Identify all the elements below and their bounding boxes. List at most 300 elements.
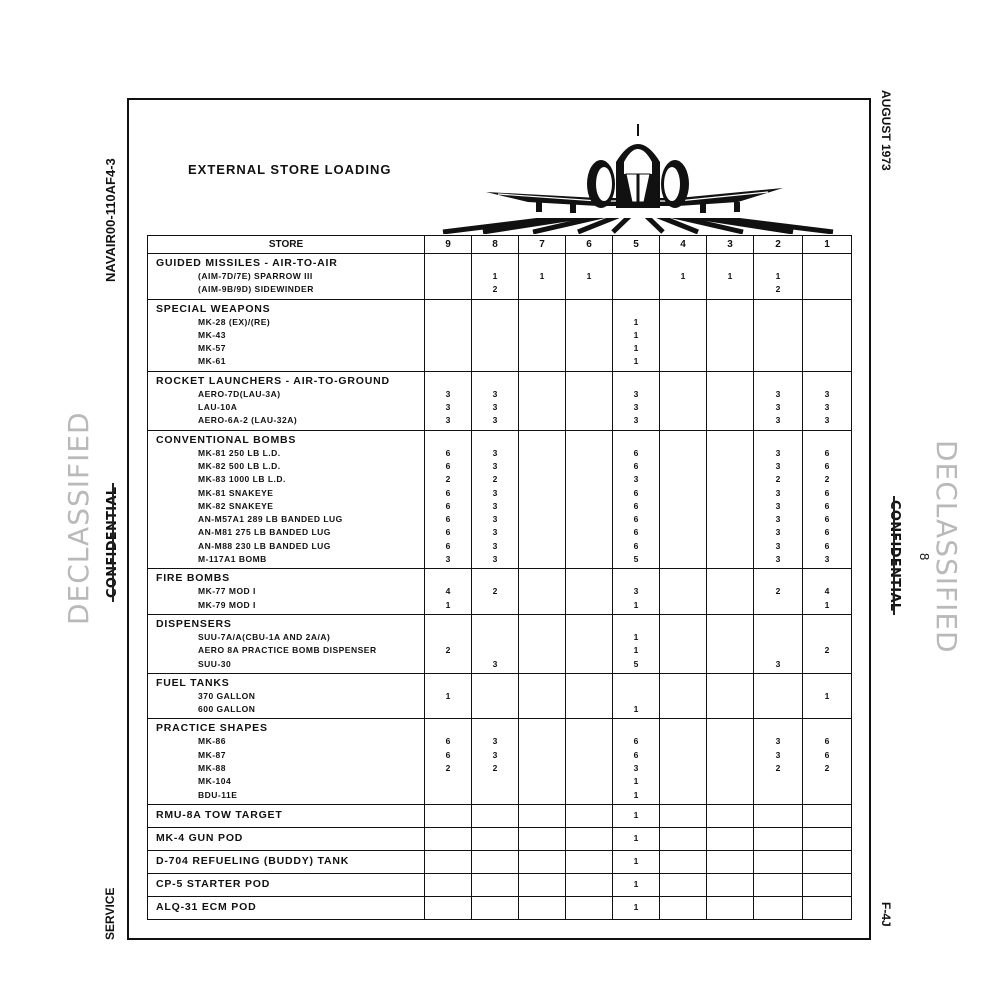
- quantity-value: [566, 690, 612, 703]
- store-cell: [148, 850, 425, 873]
- station-quantity-cell: [425, 850, 472, 873]
- station-quantity-cell: [472, 299, 519, 371]
- station-quantity-cell: [472, 850, 519, 873]
- station-quantity-cell: [519, 254, 566, 300]
- station-quantity-cell: [519, 850, 566, 873]
- quantity-value: [707, 703, 753, 716]
- station-quantity-cell: [660, 614, 707, 673]
- station-quantity-cell: [803, 614, 852, 673]
- table-header-row: [148, 236, 852, 254]
- quantity-value: 3: [824, 402, 830, 413]
- quantity-value: 6: [633, 736, 639, 747]
- quantity-value: [425, 878, 471, 891]
- quantity-value: [519, 775, 565, 788]
- station-quantity-cell: [566, 804, 613, 827]
- station-quantity-cell: [519, 804, 566, 827]
- quantity-value: [660, 414, 706, 427]
- quantity-value: [707, 487, 753, 500]
- station-header: 9: [425, 236, 472, 254]
- quantity-value: [803, 789, 851, 802]
- station-quantity-cell: [425, 827, 472, 850]
- quantity-value: 1: [633, 832, 639, 843]
- quantity-value: [754, 901, 802, 914]
- quantity-value: 6: [445, 460, 451, 471]
- station-quantity-cell: [566, 371, 613, 430]
- station-quantity-cell: [425, 569, 472, 615]
- quantity-value: [566, 316, 612, 329]
- table-row: [148, 873, 852, 896]
- quantity-value: 6: [445, 540, 451, 551]
- quantity-value: [707, 513, 753, 526]
- quantity-value: 3: [775, 447, 781, 458]
- quantity-value: [472, 644, 518, 657]
- station-quantity-cell: [472, 873, 519, 896]
- station-quantity-cell: [613, 873, 660, 896]
- station-quantity-cell: [566, 673, 613, 719]
- quantity-value: [660, 585, 706, 598]
- quantity-value: 2: [445, 763, 451, 774]
- quantity-value: [566, 526, 612, 539]
- quantity-value: [707, 855, 753, 868]
- quantity-value: [472, 832, 518, 845]
- quantity-value: 2: [445, 645, 451, 656]
- quantity-value: 3: [492, 658, 498, 669]
- station-quantity-cell: [754, 569, 803, 615]
- table-row: [148, 430, 852, 569]
- quantity-value: [519, 329, 565, 342]
- confidential-stamp-left: [105, 487, 120, 598]
- quantity-value: [707, 355, 753, 368]
- quantity-value: 3: [445, 415, 451, 426]
- quantity-value: 3: [445, 554, 451, 565]
- quantity-value: 3: [775, 388, 781, 399]
- quantity-value: 3: [492, 500, 498, 511]
- quantity-value: [803, 855, 851, 868]
- quantity-value: [707, 388, 753, 401]
- station-quantity-cell: [660, 430, 707, 569]
- quantity-value: [566, 775, 612, 788]
- quantity-value: [566, 388, 612, 401]
- quantity-value: [472, 789, 518, 802]
- station-quantity-cell: [613, 896, 660, 919]
- station-header: 7: [519, 236, 566, 254]
- quantity-value: 6: [445, 736, 451, 747]
- quantity-value: [660, 599, 706, 612]
- quantity-value: [425, 658, 471, 671]
- quantity-value: [660, 540, 706, 553]
- quantity-value: [707, 316, 753, 329]
- station-quantity-cell: [754, 614, 803, 673]
- station-header: 1: [803, 236, 852, 254]
- station-quantity-cell: [660, 254, 707, 300]
- quantity-value: [566, 487, 612, 500]
- station-quantity-cell: [519, 719, 566, 804]
- quantity-value: [754, 855, 802, 868]
- station-quantity-cell: [472, 614, 519, 673]
- quantity-value: [519, 809, 565, 822]
- quantity-value: [754, 809, 802, 822]
- store-item: LAU-10A: [198, 402, 238, 413]
- quantity-value: [519, 878, 565, 891]
- quantity-value: [472, 355, 518, 368]
- station-header: 4: [660, 236, 707, 254]
- quantity-value: 1: [492, 271, 498, 281]
- quantity-value: 6: [824, 540, 830, 551]
- station-quantity-cell: [707, 430, 754, 569]
- station-quantity-cell: [754, 896, 803, 919]
- quantity-value: [519, 631, 565, 644]
- store-category-title: DISPENSERS: [156, 617, 232, 630]
- quantity-value: [519, 460, 565, 473]
- quantity-value: [425, 355, 471, 368]
- quantity-value: [472, 775, 518, 788]
- station-quantity-cell: [425, 614, 472, 673]
- quantity-value: [519, 388, 565, 401]
- quantity-value: [707, 809, 753, 822]
- quantity-value: [566, 283, 612, 296]
- quantity-value: [472, 631, 518, 644]
- quantity-value: 3: [633, 586, 639, 597]
- quantity-value: 1: [633, 901, 639, 912]
- station-quantity-cell: [707, 896, 754, 919]
- station-quantity-cell: [519, 827, 566, 850]
- quantity-value: 2: [775, 763, 781, 774]
- quantity-value: [425, 789, 471, 802]
- strike-line: [893, 496, 895, 615]
- quantity-value: 4: [445, 586, 451, 597]
- quantity-value: [707, 832, 753, 845]
- document-code: NAVAIR00-110AF4-3: [103, 158, 118, 282]
- station-quantity-cell: [660, 299, 707, 371]
- store-item: BDU-11E: [198, 789, 238, 800]
- quantity-value: [660, 355, 706, 368]
- quantity-value: [519, 749, 565, 762]
- store-column-header: STORE: [148, 236, 425, 254]
- table-row: [148, 896, 852, 919]
- quantity-value: 1: [445, 599, 451, 610]
- station-quantity-cell: [660, 371, 707, 430]
- station-quantity-cell: [425, 430, 472, 569]
- station-quantity-cell: [803, 804, 852, 827]
- quantity-value: 1: [633, 343, 639, 354]
- store-item: AERO-6A-2 (LAU-32A): [198, 415, 298, 426]
- quantity-value: [613, 283, 659, 296]
- quantity-value: [472, 599, 518, 612]
- quantity-value: 2: [445, 474, 451, 485]
- station-quantity-cell: [660, 673, 707, 719]
- quantity-value: [707, 342, 753, 355]
- quantity-value: [519, 644, 565, 657]
- quantity-value: [566, 447, 612, 460]
- quantity-value: [519, 762, 565, 775]
- store-item: MK-88: [198, 763, 227, 774]
- quantity-value: [519, 901, 565, 914]
- station-quantity-cell: [472, 896, 519, 919]
- quantity-value: [707, 749, 753, 762]
- store-category-title: ALQ-31 ECM POD: [156, 900, 257, 913]
- quantity-value: [660, 855, 706, 868]
- station-quantity-cell: [803, 569, 852, 615]
- quantity-value: 1: [633, 645, 639, 656]
- quantity-value: 2: [492, 763, 498, 774]
- quantity-value: [707, 540, 753, 553]
- station-quantity-cell: [803, 719, 852, 804]
- quantity-value: [566, 832, 612, 845]
- quantity-value: 3: [775, 415, 781, 426]
- station-quantity-cell: [754, 371, 803, 430]
- quantity-value: [425, 342, 471, 355]
- station-quantity-cell: [519, 873, 566, 896]
- quantity-value: [566, 631, 612, 644]
- quantity-value: [519, 487, 565, 500]
- station-quantity-cell: [472, 827, 519, 850]
- station-quantity-cell: [613, 299, 660, 371]
- quantity-value: 6: [633, 527, 639, 538]
- station-quantity-cell: [519, 614, 566, 673]
- quantity-value: [566, 500, 612, 513]
- quantity-value: [472, 855, 518, 868]
- quantity-value: [566, 855, 612, 868]
- quantity-value: [472, 809, 518, 822]
- station-quantity-cell: [613, 804, 660, 827]
- quantity-value: [660, 658, 706, 671]
- quantity-value: [707, 658, 753, 671]
- quantity-value: [707, 585, 753, 598]
- quantity-value: [425, 329, 471, 342]
- store-item: MK-61: [198, 356, 227, 367]
- station-quantity-cell: [754, 673, 803, 719]
- quantity-value: [754, 878, 802, 891]
- quantity-value: [566, 513, 612, 526]
- station-quantity-cell: [660, 827, 707, 850]
- external-store-loading-table: [147, 235, 852, 920]
- quantity-value: [566, 901, 612, 914]
- quantity-value: [660, 513, 706, 526]
- quantity-value: [803, 901, 851, 914]
- station-quantity-cell: [707, 299, 754, 371]
- quantity-value: [660, 447, 706, 460]
- quantity-value: 1: [633, 631, 639, 642]
- quantity-value: [425, 775, 471, 788]
- station-quantity-cell: [613, 850, 660, 873]
- quantity-value: [566, 703, 612, 716]
- quantity-value: 6: [824, 736, 830, 747]
- station-quantity-cell: [803, 673, 852, 719]
- quantity-value: [613, 270, 659, 283]
- quantity-value: [754, 644, 802, 657]
- quantity-value: [660, 388, 706, 401]
- store-cell: [148, 569, 425, 615]
- table-body: [148, 254, 852, 920]
- station-quantity-cell: [613, 569, 660, 615]
- quantity-value: [803, 809, 851, 822]
- quantity-value: 3: [633, 474, 639, 485]
- quantity-value: 6: [445, 514, 451, 525]
- quantity-value: 2: [775, 284, 781, 295]
- quantity-value: [660, 631, 706, 644]
- quantity-value: 3: [775, 554, 781, 565]
- quantity-value: 1: [633, 855, 639, 866]
- store-category-title: CP-5 STARTER POD: [156, 877, 271, 890]
- quantity-value: [519, 283, 565, 296]
- quantity-value: [754, 631, 802, 644]
- quantity-value: 3: [633, 763, 639, 774]
- station-quantity-cell: [660, 873, 707, 896]
- station-quantity-cell: [472, 254, 519, 300]
- store-item: MK-86: [198, 736, 227, 747]
- quantity-value: 6: [824, 487, 830, 498]
- store-item: AERO 8A PRACTICE BOMB DISPENSER: [198, 645, 377, 656]
- table-row: [148, 569, 852, 615]
- quantity-value: 2: [824, 763, 830, 774]
- quantity-value: 1: [775, 271, 781, 281]
- station-quantity-cell: [707, 569, 754, 615]
- store-item: MK-79 MOD I: [198, 599, 256, 610]
- store-category-title: PRACTICE SHAPES: [156, 722, 268, 735]
- quantity-value: [803, 703, 851, 716]
- quantity-value: [707, 414, 753, 427]
- quantity-value: 3: [775, 527, 781, 538]
- aircraft-front-view-illustration: [438, 122, 838, 234]
- quantity-value: 6: [633, 514, 639, 525]
- quantity-value: 3: [775, 514, 781, 525]
- quantity-value: [566, 809, 612, 822]
- station-header: 2: [754, 236, 803, 254]
- quantity-value: 6: [824, 460, 830, 471]
- quantity-value: 5: [633, 658, 639, 669]
- quantity-value: [660, 749, 706, 762]
- station-quantity-cell: [472, 569, 519, 615]
- quantity-value: [707, 500, 753, 513]
- quantity-value: [660, 401, 706, 414]
- station-quantity-cell: [613, 371, 660, 430]
- station-quantity-cell: [519, 896, 566, 919]
- quantity-value: 1: [633, 809, 639, 820]
- store-cell: [148, 371, 425, 430]
- quantity-value: [519, 355, 565, 368]
- store-item: MK-77 MOD I: [198, 586, 256, 597]
- quantity-value: [519, 690, 565, 703]
- store-item: (AIM-9B/9D) SIDEWINDER: [198, 284, 314, 295]
- quantity-value: [519, 832, 565, 845]
- station-quantity-cell: [754, 299, 803, 371]
- store-item: MK-87: [198, 749, 227, 760]
- quantity-value: [754, 832, 802, 845]
- store-item: AN-M88 230 LB BANDED LUG: [198, 540, 331, 551]
- store-category-title: D-704 REFUELING (BUDDY) TANK: [156, 854, 350, 867]
- quantity-value: [566, 762, 612, 775]
- quantity-value: [472, 316, 518, 329]
- quantity-value: [660, 762, 706, 775]
- table-row: [148, 719, 852, 804]
- quantity-value: 1: [633, 316, 639, 327]
- station-quantity-cell: [803, 896, 852, 919]
- quantity-value: 1: [824, 690, 830, 701]
- table-row: [148, 254, 852, 300]
- quantity-value: 1: [633, 776, 639, 787]
- confidential-stamp-right: [887, 500, 902, 611]
- quantity-value: 1: [586, 271, 592, 281]
- quantity-value: [519, 599, 565, 612]
- quantity-value: [754, 599, 802, 612]
- store-cell: [148, 873, 425, 896]
- quantity-value: [660, 690, 706, 703]
- quantity-value: [566, 553, 612, 566]
- quantity-value: 3: [445, 388, 451, 399]
- quantity-value: [519, 789, 565, 802]
- store-item: MK-28 (EX)/(RE): [198, 316, 271, 327]
- station-quantity-cell: [425, 873, 472, 896]
- station-quantity-cell: [660, 719, 707, 804]
- store-item: 370 GALLON: [198, 690, 256, 701]
- quantity-value: [566, 789, 612, 802]
- table-row: [148, 804, 852, 827]
- quantity-value: [803, 631, 851, 644]
- table-row: [148, 850, 852, 873]
- quantity-value: [707, 283, 753, 296]
- quantity-value: [707, 644, 753, 657]
- quantity-value: 2: [492, 284, 498, 295]
- quantity-value: 3: [492, 388, 498, 399]
- quantity-value: [707, 473, 753, 486]
- quantity-value: [519, 473, 565, 486]
- quantity-value: [707, 553, 753, 566]
- quantity-value: [803, 775, 851, 788]
- quantity-value: 6: [633, 447, 639, 458]
- station-quantity-cell: [754, 804, 803, 827]
- store-cell: [148, 254, 425, 300]
- station-quantity-cell: [566, 827, 613, 850]
- quantity-value: 6: [445, 447, 451, 458]
- store-item: MK-82 SNAKEYE: [198, 500, 274, 511]
- table-row: [148, 371, 852, 430]
- quantity-value: [754, 342, 802, 355]
- station-header: 3: [707, 236, 754, 254]
- quantity-value: 3: [775, 749, 781, 760]
- quantity-value: [707, 789, 753, 802]
- quantity-value: [707, 447, 753, 460]
- store-item: MK-81 SNAKEYE: [198, 487, 274, 498]
- quantity-value: 3: [633, 415, 639, 426]
- station-quantity-cell: [707, 873, 754, 896]
- quantity-value: [754, 355, 802, 368]
- station-quantity-cell: [425, 719, 472, 804]
- station-quantity-cell: [566, 873, 613, 896]
- quantity-value: [803, 283, 851, 296]
- quantity-value: 6: [633, 487, 639, 498]
- quantity-value: 3: [492, 736, 498, 747]
- store-category-title: FUEL TANKS: [156, 676, 230, 689]
- station-quantity-cell: [566, 614, 613, 673]
- station-quantity-cell: [472, 804, 519, 827]
- store-category-title: MK-4 GUN POD: [156, 831, 244, 844]
- store-cell: [148, 719, 425, 804]
- quantity-value: [519, 553, 565, 566]
- quantity-value: [425, 270, 471, 283]
- quantity-value: [660, 500, 706, 513]
- store-item: M-117A1 BOMB: [198, 554, 267, 565]
- station-quantity-cell: [754, 719, 803, 804]
- quantity-value: [566, 329, 612, 342]
- quantity-value: 5: [633, 554, 639, 565]
- quantity-value: 1: [633, 789, 639, 800]
- quantity-value: 3: [775, 487, 781, 498]
- quantity-value: [707, 690, 753, 703]
- quantity-value: [707, 901, 753, 914]
- store-cell: [148, 827, 425, 850]
- station-quantity-cell: [754, 873, 803, 896]
- station-quantity-cell: [754, 430, 803, 569]
